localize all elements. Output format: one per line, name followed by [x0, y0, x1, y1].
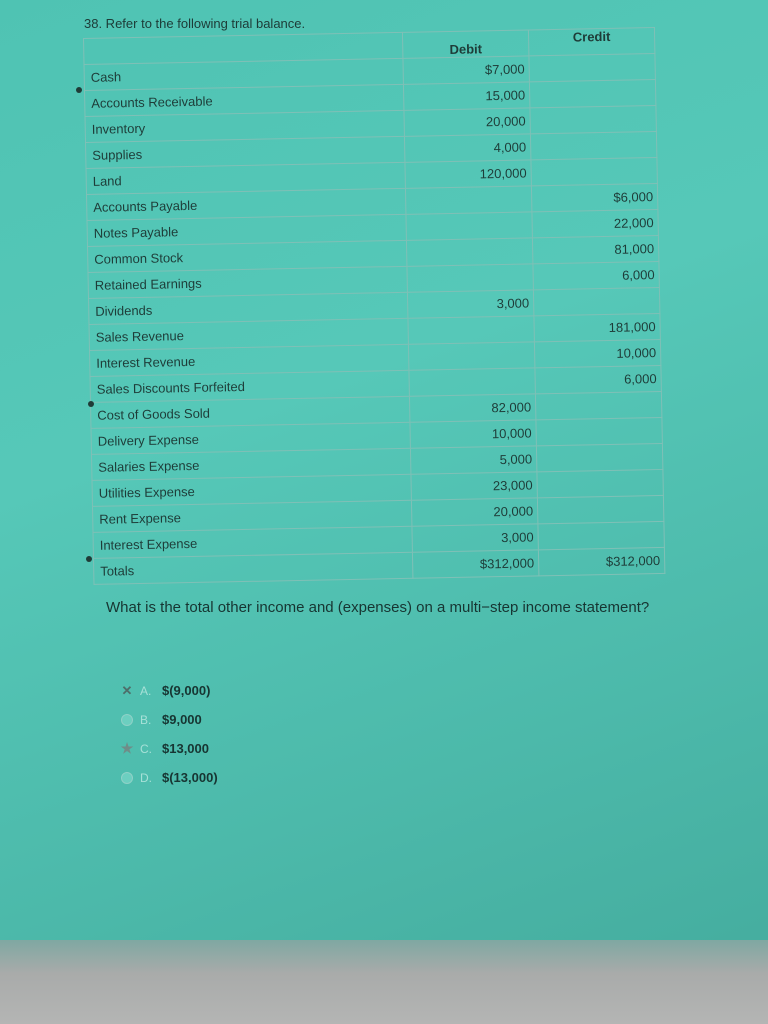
debit-amount — [406, 212, 532, 240]
debit-column-header: Debit — [402, 30, 528, 58]
x-mark-icon: ✕ — [121, 682, 133, 698]
debit-total: $312,000 — [412, 550, 538, 578]
account-name: Sales Discounts Forfeited — [90, 370, 409, 402]
credit-amount — [535, 391, 661, 419]
credit-amount — [530, 132, 656, 160]
credit-amount: $6,000 — [531, 183, 657, 211]
account-name: Delivery Expense — [91, 422, 410, 454]
debit-amount — [408, 342, 534, 370]
desk-surface — [0, 940, 768, 1024]
account-name: Interest Expense — [93, 526, 412, 558]
choice-text: $9,000 — [162, 712, 202, 727]
choice-a[interactable] — [120, 676, 218, 705]
bullet-dot-interest-expense — [86, 556, 92, 562]
credit-amount — [537, 469, 663, 497]
bullet-dot-cash — [76, 87, 82, 93]
choice-letter: A. — [140, 683, 152, 698]
credit-amount — [536, 417, 662, 445]
choice-letter: C. — [140, 741, 152, 756]
credit-amount: 22,000 — [532, 209, 658, 237]
radio-icon — [120, 771, 134, 785]
credit-amount — [531, 158, 657, 186]
credit-amount — [537, 495, 663, 523]
debit-amount: 3,000 — [412, 524, 538, 552]
account-name: Utilities Expense — [92, 474, 411, 506]
debit-amount — [407, 264, 533, 292]
choice-c[interactable] — [120, 734, 218, 763]
debit-amount — [406, 238, 532, 266]
account-name: Cost of Goods Sold — [90, 396, 409, 428]
account-name: Notes Payable — [87, 214, 406, 246]
star-icon: ★ — [120, 740, 134, 756]
account-name: Land — [86, 162, 405, 194]
account-name: Dividends — [89, 292, 408, 324]
choice-text: $(9,000) — [162, 683, 211, 698]
debit-amount: 20,000 — [404, 108, 530, 136]
trial-balance — [83, 27, 665, 585]
credit-amount: 10,000 — [534, 339, 660, 367]
account-name: Accounts Receivable — [85, 84, 404, 116]
account-name: Interest Revenue — [89, 344, 408, 376]
bullet-dot-sales-discounts — [88, 401, 94, 407]
debit-amount: 10,000 — [410, 420, 536, 448]
account-name: Supplies — [86, 136, 405, 168]
debit-amount: 5,000 — [410, 446, 536, 474]
credit-amount — [536, 443, 662, 471]
account-name: Accounts Payable — [87, 188, 406, 220]
credit-amount — [529, 80, 655, 108]
account-name: Rent Expense — [92, 500, 411, 532]
credit-amount: 81,000 — [532, 235, 658, 263]
credit-total: $312,000 — [538, 547, 664, 575]
question-header: 38. Refer to the following trial balance. — [84, 16, 306, 31]
choice-letter: D. — [140, 770, 152, 785]
credit-amount: 181,000 — [534, 313, 660, 341]
account-name: Common Stock — [88, 240, 407, 272]
debit-amount: 20,000 — [411, 498, 537, 526]
answer-choices — [120, 676, 218, 792]
question-prompt: What is the total other income and (expenses) on a multi−step income statement? — [106, 599, 650, 616]
choice-text: $13,000 — [162, 741, 209, 756]
account-name: Inventory — [85, 110, 404, 142]
debit-amount: 82,000 — [409, 394, 535, 422]
debit-amount: 120,000 — [405, 160, 531, 188]
debit-amount: 23,000 — [411, 472, 537, 500]
credit-amount — [533, 287, 659, 315]
credit-amount — [530, 106, 656, 134]
choice-b[interactable] — [120, 705, 218, 734]
radio-icon — [120, 713, 134, 727]
debit-amount: 3,000 — [407, 290, 533, 318]
account-name: Salaries Expense — [91, 448, 410, 480]
credit-amount — [529, 54, 655, 82]
account-name: Retained Earnings — [88, 266, 407, 298]
debit-amount: 15,000 — [403, 82, 529, 110]
choice-text: $(13,000) — [162, 770, 218, 785]
trial-balance-table — [83, 27, 665, 585]
debit-amount — [409, 368, 535, 396]
account-name: Cash — [84, 58, 403, 90]
debit-amount: 4,000 — [404, 134, 530, 162]
credit-amount — [538, 521, 664, 549]
choice-letter: B. — [140, 712, 152, 727]
credit-column-header: Credit — [528, 28, 654, 56]
debit-amount — [408, 316, 534, 344]
totals-label: Totals — [93, 552, 412, 584]
credit-amount: 6,000 — [535, 365, 661, 393]
credit-amount: 6,000 — [533, 261, 659, 289]
account-name: Sales Revenue — [89, 318, 408, 350]
choice-d[interactable] — [120, 763, 218, 792]
debit-amount — [405, 186, 531, 214]
debit-amount: $7,000 — [403, 56, 529, 84]
